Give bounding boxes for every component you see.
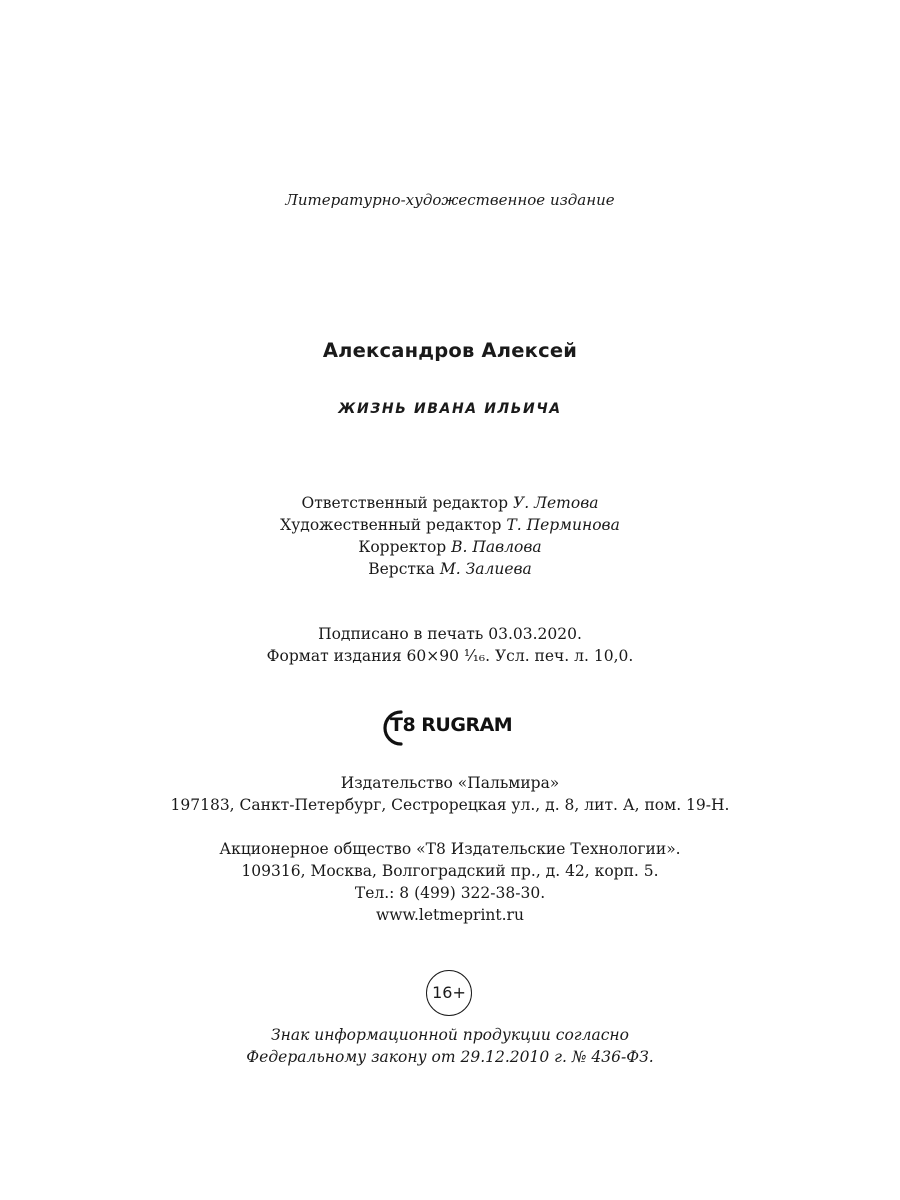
t8-rugram-logo bbox=[381, 709, 521, 747]
book-title: ЖИЗНЬ ИВАНА ИЛЬИЧА bbox=[338, 401, 562, 417]
credit-line-layout bbox=[0, 562, 900, 578]
credit-name: У. Летова bbox=[513, 494, 599, 512]
credit-name: Т. Перминова bbox=[506, 516, 620, 534]
print-format: Формат издания 60×90 ¹⁄₁₆. Усл. печ. л. 10,0. bbox=[266, 647, 634, 665]
age-note-line-1: Знак информационной продукции согласно bbox=[271, 1026, 629, 1044]
publisher-name: Издательство «Пальмира» bbox=[340, 774, 560, 792]
credit-line-art-editor bbox=[0, 518, 900, 534]
credit-name: М. Залиева bbox=[439, 560, 532, 578]
author-name: Александров Алексей bbox=[322, 339, 578, 362]
credit-name: В. Павлова bbox=[451, 538, 542, 556]
printer-website: www.letmeprint.ru bbox=[376, 906, 524, 924]
printer-name: Акционерное общество «Т8 Издательские Технологии». bbox=[219, 840, 681, 858]
series-label: Литературно-художественное издание bbox=[285, 191, 615, 209]
credit-role: Художественный редактор bbox=[280, 516, 502, 534]
publisher-address: 197183, Санкт-Петербург, Сестрорецкая ул., д. 8, лит. А, пом. 19-Н. bbox=[170, 796, 730, 814]
print-signed-date: Подписано в печать 03.03.2020. bbox=[318, 625, 582, 643]
age-rating-badge: 16+ bbox=[426, 970, 472, 1016]
credit-role: Ответственный редактор bbox=[301, 494, 509, 512]
credit-line-proofreader bbox=[0, 540, 900, 556]
credit-line-chief-editor bbox=[0, 496, 900, 512]
age-note-line-2: Федеральному закону от 29.12.2010 г. № 436-ФЗ. bbox=[246, 1048, 654, 1066]
printer-address: 109316, Москва, Волгоградский пр., д. 42, корп. 5. bbox=[241, 862, 659, 880]
logo-text: T8 RUGRAM bbox=[390, 714, 513, 736]
printer-phone: Тел.: 8 (499) 322-38-30. bbox=[354, 884, 546, 902]
credit-role: Корректор bbox=[358, 538, 447, 556]
credit-role: Верстка bbox=[368, 560, 435, 578]
